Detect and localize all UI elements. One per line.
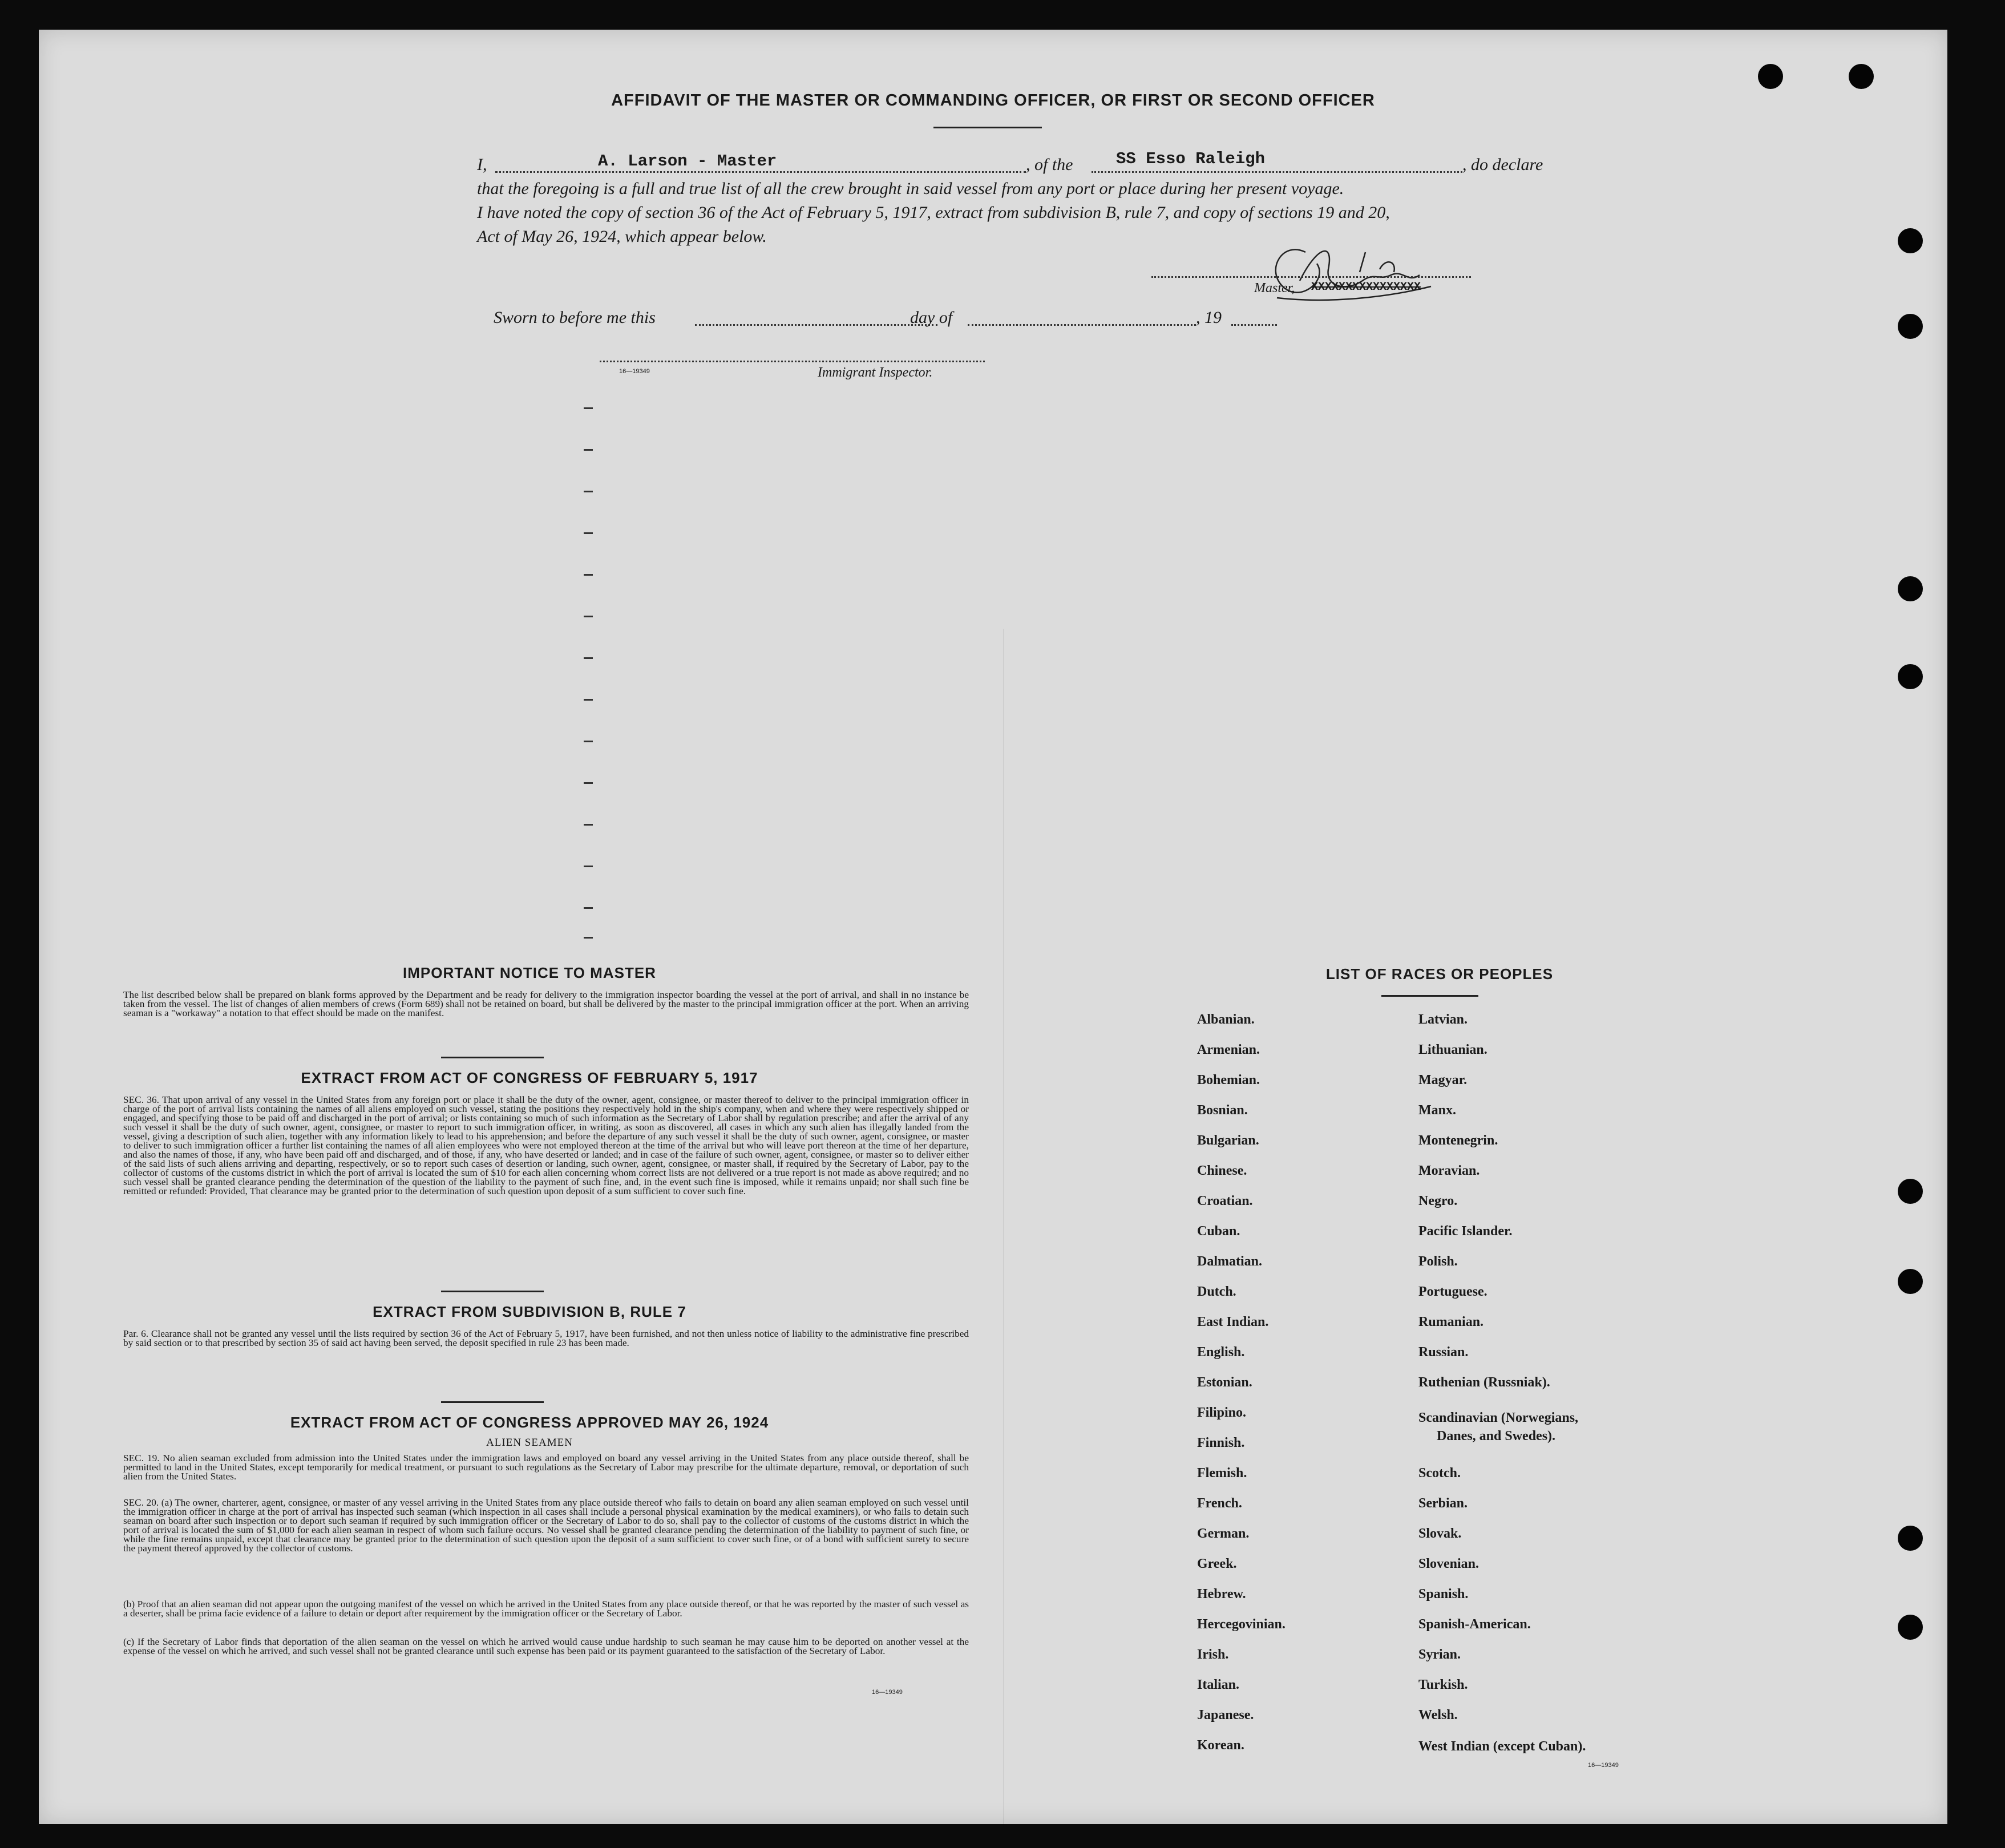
race-item: Croatian. [1197,1194,1253,1208]
vessel-name-line [1092,171,1462,173]
race-item: Bosnian. [1197,1103,1248,1118]
section-rule [441,1401,544,1403]
affidavit-declare: , do declare [1462,155,1543,174]
notice-text: The list described below shall be prepared on blank forms approved by the Department and be ready for delivery to the immigration inspector boarding the vessel at the port of arrival, and shall in no instance be taken from the vessel. The list of changes of alien members of crews (Form 689) shall not be retained on board, but shall be delivered by the master to the principal immigration officer at the port. When an arriving seaman is a "workaway" a notation to that effect should be made on the manifest. [123,989,969,1018]
race-item: Danes, and Swedes). [1437,1429,1556,1443]
punch-hole [1898,314,1923,339]
race-item: German. [1197,1526,1250,1541]
race-item: Syrian. [1418,1647,1461,1662]
race-item: Russian. [1418,1345,1469,1360]
extract-rule7-text: Par. 6. Clearance shall not be granted any vessel until the lists required by section 36 of the Act of February 5, 1917, have been furnished, and not then unless notice of liability to the administrative fine prescribed by said section or to that prescribed by section 35 of said act having been served, the deposit specified in rule 23 has been made. [123,1328,969,1348]
title-rule [933,127,1042,128]
day-of-label: day of [910,308,953,327]
punch-hole [1849,64,1874,89]
punch-hole [1898,664,1923,689]
punch-hole [1898,1615,1923,1640]
notice-title: IMPORTANT NOTICE TO MASTER [403,964,656,981]
extract-1924-title: EXTRACT FROM ACT OF CONGRESS APPROVED MAY 26, 1924 [290,1414,769,1431]
margin-mark [584,449,593,451]
race-item: Turkish. [1418,1677,1468,1692]
margin-mark [584,491,593,492]
race-item: Moravian. [1418,1163,1480,1178]
sec-20b-text: (b) Proof that an alien seaman did not appear upon the outgoing manifest of the vessel on which he arrived in the United States from any place outside thereof, or that he was reported by the master of such vessel as a deserter, shall be prima facie evidence of a failure to detain or deport after requirement by the immigration officer or the Secretary of Labor. [123,1599,969,1619]
punch-hole [1898,228,1923,253]
extract-1917-title: EXTRACT FROM ACT OF CONGRESS OF FEBRUARY 5, 1917 [301,1069,758,1086]
affidavit-line-4: Act of May 26, 1924, which appear below. [477,227,767,246]
race-item: Chinese. [1197,1163,1247,1178]
race-item: Filipino. [1197,1405,1247,1420]
alien-seamen-subtitle: ALIEN SEAMEN [486,1437,573,1449]
race-item: Manx. [1418,1103,1456,1118]
race-item: Scandinavian (Norwegians, [1418,1410,1579,1425]
race-item: Welsh. [1418,1708,1458,1722]
race-item: Latvian. [1418,1012,1468,1027]
race-item: Dalmatian. [1197,1254,1262,1269]
race-item: Serbian. [1418,1496,1468,1511]
race-item: Flemish. [1197,1466,1247,1481]
sec-20a-text: SEC. 20. (a) The owner, charterer, agent, consignee, or master of any vessel arriving in the United States from any place outside thereof who fails to detain on board any alien seaman employed on such vessel until the immigration officer in charge at the port of arrival has inspected such seaman (which inspection in all cases shall include a personal physical examination by the medical examiners), or who fails to detain such seaman on board after such inspection or to deport such seaman if required by such immigration officer or the Secretary of Labor to do so, shall pay to the collector of customs of the customs district in which the port of arrival is located the sum of $1,000 for each alien seaman in respect of whom such failure occurs. No vessel shall be granted clearance pending the determination of the liability to payment of such fine, or while the fine remains unpaid, except that clearance may be granted prior to the determination of such question upon the deposit of a sum sufficient to cover such fine, or of a bond with sufficient surety to secure the payment thereof approved by the collector of customs. [123,1497,969,1554]
race-item: Korean. [1197,1738,1244,1753]
race-item: Hercegovinian. [1197,1617,1286,1632]
margin-mark [584,574,593,576]
punch-hole [1898,576,1923,601]
margin-mark [584,907,593,909]
vessel-name: SS Esso Raleigh [1116,149,1266,168]
section-rule [441,1057,544,1058]
race-item: Bohemian. [1197,1073,1260,1087]
struck-title: XXXXXXXXXXXXXXXX [1311,281,1421,294]
signature-caption: Master, [1254,281,1295,296]
race-item: Pacific Islander. [1418,1224,1513,1239]
extract-rule7-title: EXTRACT FROM SUBDIVISION B, RULE 7 [373,1303,686,1320]
margin-mark [584,741,593,742]
punch-hole [1898,1269,1923,1294]
affidavit-line-3: I have noted the copy of section 36 of the Act of February 5, 1917, extract from subdivision B, rule 7, and copy of sections 19 and 20, [477,203,1390,222]
race-item: Spanish. [1418,1587,1469,1602]
race-item: Armenian. [1197,1042,1260,1057]
race-item: Polish. [1418,1254,1458,1269]
race-item: Slovak. [1418,1526,1462,1541]
race-item: Cuban. [1197,1224,1240,1239]
race-item: Greek. [1197,1556,1237,1571]
affidavit-title: AFFIDAVIT OF THE MASTER OR COMMANDING OFFICER, OR FIRST OR SECOND OFFICER [611,91,1375,110]
sec-20c-text: (c) If the Secretary of Labor finds that deportation of the alien seaman on the vessel on which he arrived would cause undue hardship to such seaman he may cause him to be deported on another vessel at the expense of the vessel on which he arrived, and such vessel shall not be granted clearance until such expense has been paid or its payment guaranteed to the satisfaction of the Secretary of Labor. [123,1636,969,1656]
margin-mark [584,699,593,701]
form-number-right: 16—19349 [1588,1762,1619,1769]
form-number-left: 16—19349 [872,1689,903,1696]
margin-mark [584,657,593,659]
sec-19-text: SEC. 19. No alien seaman excluded from admission into the United States under the immigration laws and employed on board any vessel arriving in the United States from any place outside thereof, shall be permitted to land in the United States, except temporarily for medical treatment, or pursuant to such regulations as the Secretary of Labor may prescribe for the ultimate departure, removal, or deportation of such alien from the United States. [123,1453,969,1482]
race-item: Spanish-American. [1418,1617,1531,1632]
race-item: Ruthenian (Russniak). [1418,1375,1550,1390]
punch-hole [1898,1526,1923,1551]
document-page [39,30,1947,1824]
form-number-top: 16—19349 [619,368,650,375]
year-label: , 19 [1196,308,1222,327]
race-item: Portuguese. [1418,1284,1487,1299]
master-name: A. Larson - Master [598,152,777,171]
margin-mark [584,866,593,867]
margin-mark [584,407,593,409]
race-item: Hebrew. [1197,1587,1246,1602]
signature-line [1151,276,1471,278]
punch-hole [1898,1179,1923,1204]
sworn-date-line [695,324,937,326]
races-rule [1381,995,1478,997]
margin-mark [584,616,593,617]
race-item: Scotch. [1418,1466,1461,1481]
race-item: Japanese. [1197,1708,1254,1722]
race-item: Lithuanian. [1418,1042,1487,1057]
master-name-line [495,171,1026,173]
affidavit-line-2: that the foregoing is a full and true list of all the crew brought in said vessel from any port or place during her present voyage. [477,179,1344,198]
race-item: Albanian. [1197,1012,1255,1027]
fold-line [1003,629,1004,1827]
margin-mark [584,532,593,534]
races-title: LIST OF RACES OR PEOPLES [1325,965,1554,982]
race-item: English. [1197,1345,1245,1360]
race-item: Slovenian. [1418,1556,1480,1571]
race-item: Montenegrin. [1418,1133,1498,1148]
affidavit-i: I, [477,155,487,174]
margin-mark [584,782,593,784]
extract-1917-text: SEC. 36. That upon arrival of any vessel in the United States from any foreign port or place it shall be the duty of the owner, agent, consignee, or master thereof to deliver to the principal immigration officer in charge of the port of arrival lists containing the names of all aliens employed on such vessel, stating the positions they respectively hold in the ship's company, when and where they were respectively shipped or engaged, and specifying those to be paid off and discharged in the port of arrival; or lists containing so much of such information as the Secretary of Labor shall by regulation prescribe; and after the arrival of any such vessel it shall be the duty of such owner, agent, consignee, or master to report to such immigration officer, in writing, as soon as discovered, all cases in which any such alien has illegally landed from the vessel, giving a description of such alien, together with any information likely to lead to his apprehension; and before the departure of any such vessel it shall be the duty of such owner, agent, consignee, or master to deliver to such immigration officer a further list containing the names of all alien employees who were not employed thereon at the time of the arrival but who will leave port thereon at the time of her departure, and also the names of those, if any, who have been paid off and discharged, and of those, if any, who have deserted or landed; and in case of the failure of such owner, agent, consignee, or master so to deliver either of the said lists of such aliens arriving and departing, respectively, or so to report such cases of desertion or landing, such owner, agent, consignee, or master shall, if required by the Secretary of Labor, pay to the collector of customs of the customs district in which the port of arrival is located the sum of $10 for each alien concerning whom correct lists are not delivered or a true report is not made as above required; and no such vessel shall be granted clearance pending the determination of the question of the liability to the payment of such fine, and, in the event such fine is imposed, while it remains unpaid; nor shall such fine be remitted or refunded: Provided, That clearance may be granted prior to the determination of such question upon deposit of a sum sufficient to cover such fine. [123,1094,969,1196]
race-item: Negro. [1418,1194,1458,1208]
inspector-label: Immigrant Inspector. [818,365,933,380]
master-signature [1243,218,1477,321]
section-rule [441,1291,544,1292]
race-item: Rumanian. [1418,1315,1484,1329]
punch-hole [1758,64,1783,89]
month-line [968,324,1196,326]
margin-mark [584,824,593,826]
race-item: Magyar. [1418,1073,1468,1087]
affidavit-of-the: , of the [1026,155,1073,174]
race-item: Bulgarian. [1197,1133,1259,1148]
year-line [1231,324,1277,326]
race-item: French. [1197,1496,1242,1511]
race-item: West Indian (except Cuban). [1418,1739,1586,1754]
race-item: Italian. [1197,1677,1240,1692]
inspector-line [600,361,985,362]
race-item: East Indian. [1197,1315,1269,1329]
race-item: Dutch. [1197,1284,1236,1299]
race-item: Irish. [1197,1647,1229,1662]
race-item: Finnish. [1197,1435,1245,1450]
margin-mark [584,937,593,939]
race-item: Estonian. [1197,1375,1252,1390]
sworn-label: Sworn to before me this [494,308,656,327]
